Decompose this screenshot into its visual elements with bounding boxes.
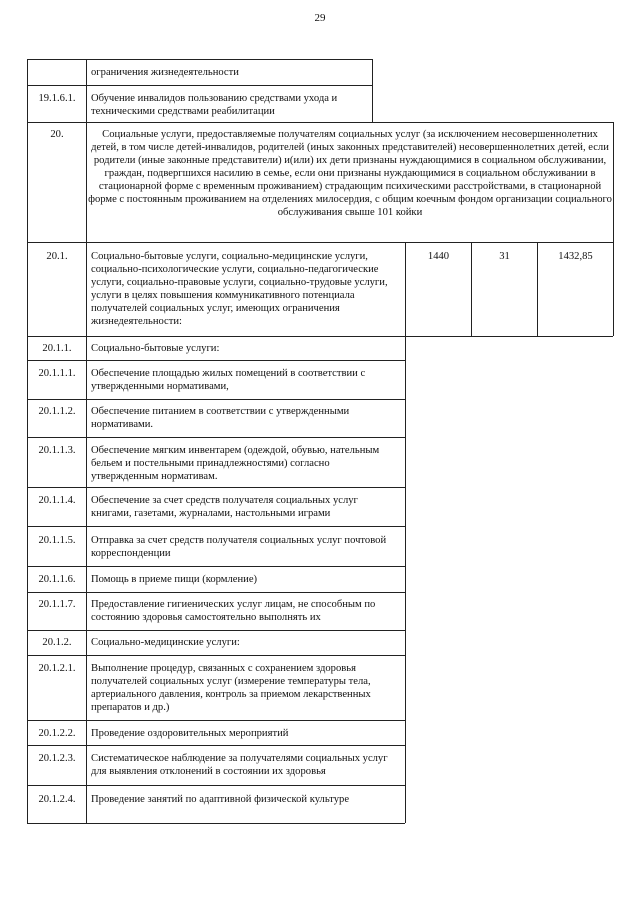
- row-number: 20.1.2.2.: [38, 728, 76, 739]
- section-heading: Социальные услуги, предоставляемые получателям социальных услуг (за исключением несовершеннолетних детей, в том числе детей-инвалидов, родителей (иных законных представителей) несовершеннолетних детей, если родители (иные законные представители) и(или) их дети признаны нуждающимися в социальном обслуживании, граждан, подвергшихся насилию в семье, если они признаны нуждающимися в социальном обслуживании в стационарной форме с временным проживанием) страдающим психическими расстройствами, в стационарной форме с постоянным проживанием на отделениях милосердия, с общим коечным фондом организации социального обслуживания свыше 101 койки: [88, 129, 612, 218]
- row-number: 20.1.1.: [42, 343, 72, 354]
- row-number: 20.1.2.1.: [38, 663, 76, 674]
- table-row: Выполнение процедур, связанных с сохранением здоровья получателей социальных услуг (измерение температуры тела, артериального давления, контроль за приемом лекарственных препаратов и др.): [91, 663, 371, 713]
- row-number: 20.1.2.4.: [38, 794, 76, 805]
- row-number: 20.1.2.: [42, 637, 72, 648]
- table-row: ограничения жизнедеятельности: [91, 67, 239, 78]
- table-row: Обучение инвалидов пользованию средствами ухода и техническими средствами реабилитации: [91, 93, 338, 117]
- table-row: Социально-бытовые услуги, социально-медицинские услуги, социально-психологические услуги, социально-педагогические услуги, социально-правовые услуги, социально-трудовые услуги, услуги в целях повышения коммуникативного потенциала получателей социальных услуг, имеющих ограничения жизнедеятельности:: [91, 251, 388, 327]
- value-count: 31: [499, 251, 510, 262]
- value-amount: 1432,85: [558, 251, 593, 262]
- row-number: 20.1.1.3.: [38, 445, 76, 456]
- table-row: Обеспечение за счет средств получателя социальных услуг книгами, газетами, журналами, настольными играми: [91, 495, 358, 519]
- table-row: Социально-бытовые услуги:: [91, 343, 220, 354]
- page-number: 29: [314, 12, 326, 24]
- row-number: 20.1.1.1.: [38, 368, 76, 379]
- table-row: Социально-медицинские услуги:: [91, 637, 240, 648]
- row-number: 20.1.2.3.: [38, 753, 76, 764]
- row-number: 20.1.1.7.: [38, 599, 76, 610]
- table-row: Обеспечение мягким инвентарем (одеждой, обувью, нательным бельем и постельными принадлежностями) согласно утвержденным нормативам.: [91, 445, 380, 482]
- table-row: Систематическое наблюдение за получателями социальных услуг для выявления отклонений в состоянии их здоровья: [91, 753, 388, 777]
- table-row: Проведение занятий по адаптивной физической культуре: [91, 794, 350, 805]
- row-number: 20.1.1.2.: [38, 406, 76, 417]
- row-number: 20.: [50, 129, 64, 140]
- table-row: Проведение оздоровительных мероприятий: [91, 728, 289, 739]
- row-number: 20.1.: [46, 251, 68, 262]
- row-number: 20.1.1.6.: [38, 574, 76, 585]
- table-row: Помощь в приеме пищи (кормление): [91, 574, 258, 585]
- row-number: 20.1.1.5.: [38, 535, 76, 546]
- row-number: 20.1.1.4.: [38, 495, 76, 506]
- value-beds: 1440: [427, 251, 450, 262]
- table-row: Обеспечение питанием в соответствии с утвержденными нормативами.: [91, 406, 350, 430]
- table-row: Предоставление гигиенических услуг лицам, не способным по состоянию здоровья самостоятельно выполнять их: [91, 599, 376, 623]
- table-row: Отправка за счет средств получателя социальных услуг почтовой корреспонденции: [91, 535, 387, 559]
- row-number: 19.1.6.1.: [38, 93, 76, 104]
- table-row: Обеспечение площадью жилых помещений в соответствии с утвержденными нормативами,: [91, 368, 366, 392]
